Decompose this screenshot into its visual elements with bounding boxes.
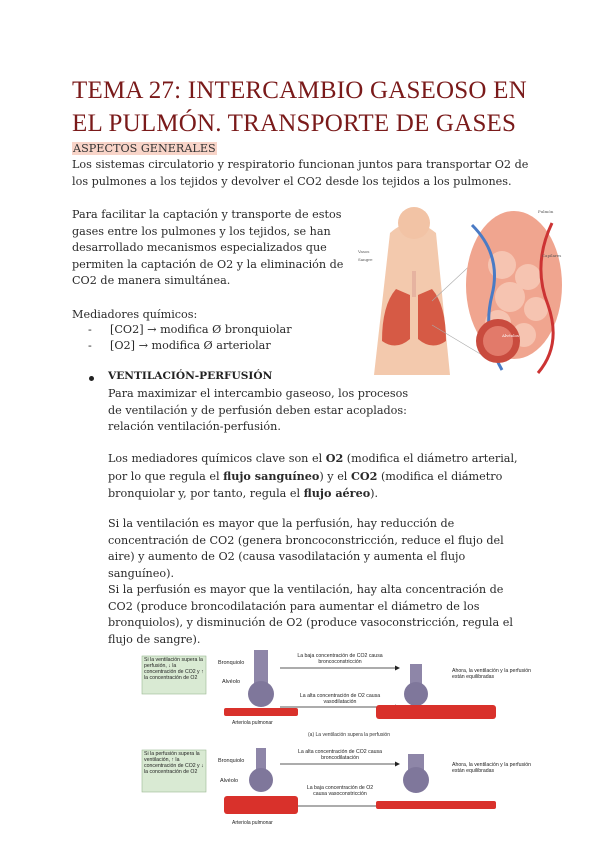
panel-a-vessel-right (376, 705, 496, 719)
text: Los mediadores químicos clave son el (108, 452, 326, 465)
panel-b-vessel-left (224, 796, 298, 814)
dash-bullet: - (88, 323, 92, 336)
panel-b-alveolus-left (249, 768, 273, 792)
head-shape (398, 207, 430, 239)
text: (modifica el diámetro bronquiolar y, por tanto, regula el (108, 469, 503, 500)
dash-bullet: - (88, 339, 92, 352)
mechanisms-paragraph: Para facilitar la captación y transporte de estos gases entre los pulmones y los tejidos, se han desarrollado mecanismos especializados que permiten la captación de O2 y la eliminación de CO2 de manera simultánea. (72, 208, 344, 287)
intro-paragraph: Los sistemas circulatorio y respiratorio funcionan juntos para transportar O2 de los pulmones a los tejidos y devolver el CO2 desde los tejidos a los pulmones. (72, 158, 529, 188)
panel-a-caption: (a) La ventilación supera la perfusión (308, 732, 390, 738)
mediators-title: Mediadores químicos: (72, 308, 198, 321)
bullet-dot (89, 376, 94, 381)
panel-b-alveolo: Alvéolo (220, 778, 239, 784)
trachea (412, 271, 416, 297)
panel-a-arrow1-label: La baja concentración de CO2 causa broncoconstricción (297, 653, 383, 665)
blood-label: Sangre (358, 257, 373, 262)
panel-b-arrow1-label: La alta concentración de CO2 causa broncodilatación (298, 749, 382, 761)
panel-b-vessel-right (376, 801, 496, 809)
panel-a-arteriola: Arteriola pulmonar (232, 720, 273, 726)
text: ). (370, 487, 379, 500)
panel-a-arrow2-label: La alta concentración de O2 causa vasodilatación (299, 693, 381, 705)
capillary-label: Capilares (542, 253, 562, 258)
section-label: ASPECTOS GENERALES (73, 142, 216, 155)
text: (modifica el diámetro arterial, por lo que regula el (108, 452, 518, 483)
panel-a-result: Ahora, la ventilación y la perfusión están equilibradas (452, 668, 532, 680)
panel-b-arteriola: Arteriola pulmonar (232, 820, 273, 826)
vp-perfusion-paragraph: Si la perfusión es mayor que la ventilación, hay alta concentración de CO2 (produce broncodilatación para aumentar el diámetro de los bronquiolos), y disminución de O2 (produce vasoconstricción, regula el flujo de sangre). (108, 583, 513, 646)
alveolus-label: Alvéolos (502, 333, 519, 338)
panel-a-alveolus-left (248, 681, 274, 707)
panel-a-bronquiolo: Bronquiolo (218, 660, 245, 666)
bold-co2: CO2 (350, 468, 378, 483)
lung-illustration (352, 205, 564, 377)
panel-a-bronchiole-left (254, 650, 268, 684)
alveoli-cluster (466, 211, 562, 373)
bold-air-flow: flujo aéreo (303, 486, 371, 500)
panel-b-arrow2-label: La baja concentración de O2 causa vasoconstricción (306, 785, 374, 797)
panel-a-alveolo: Alvéolo (222, 679, 241, 685)
vessel-label: Vasos (358, 249, 370, 254)
panel-b-bronquiolo: Bronquiolo (218, 758, 245, 764)
mediator-item: [CO2] → modifica Ø bronquiolar (110, 323, 292, 336)
text: ) y el (319, 469, 351, 483)
vp-intro-text: Para maximizar el intercambio gaseoso, los procesos de ventilación y de perfusión deben estar acoplados: relación ventilación-perfusión. (108, 387, 409, 433)
bold-o2: O2 (325, 451, 344, 465)
torso-shape (374, 223, 450, 375)
panel-a-vessel-left (224, 708, 298, 716)
panel-b-alveolus-right (403, 767, 429, 793)
bold-blood-flow: flujo sanguíneo (223, 468, 320, 483)
vp-mediators-paragraph (108, 450, 528, 503)
panel-a-box-text: Si la ventilación supera la perfusión, ↓ la concentración de CO2 y ↑ la concentración de O2 (144, 657, 204, 681)
page-title: TEMA 27: INTERCAMBIO GASEOSO EN EL PULMÓN. TRANSPORTE DE GASES (72, 77, 527, 137)
panel-b-result: Ahora, la ventilación y la perfusión están equilibradas (452, 762, 532, 774)
panel-a-alveolus-right (404, 682, 428, 706)
vp-intro-paragraph (108, 386, 418, 436)
vp-ventilation-paragraph: Si la ventilación es mayor que la perfusión, hay reducción de concentración de CO2 (genera broncoconstricción, reduce el flujo del aire) y aumento de O2 (causa vasodilatación y aumenta el flujo sanguíneo). (108, 517, 504, 580)
mediator-item: [O2] → modifica Ø arteriolar (110, 339, 271, 352)
panel-b-box-text: Si la perfusión supera la ventilación, ↑ la concentración de CO2 y ↓ la concentración de O2 (144, 751, 204, 775)
lung-label: Pulmón (538, 209, 554, 214)
vp-heading: VENTILACIÓN-PERFUSIÓN (108, 370, 273, 382)
vp-diagram (140, 650, 540, 830)
